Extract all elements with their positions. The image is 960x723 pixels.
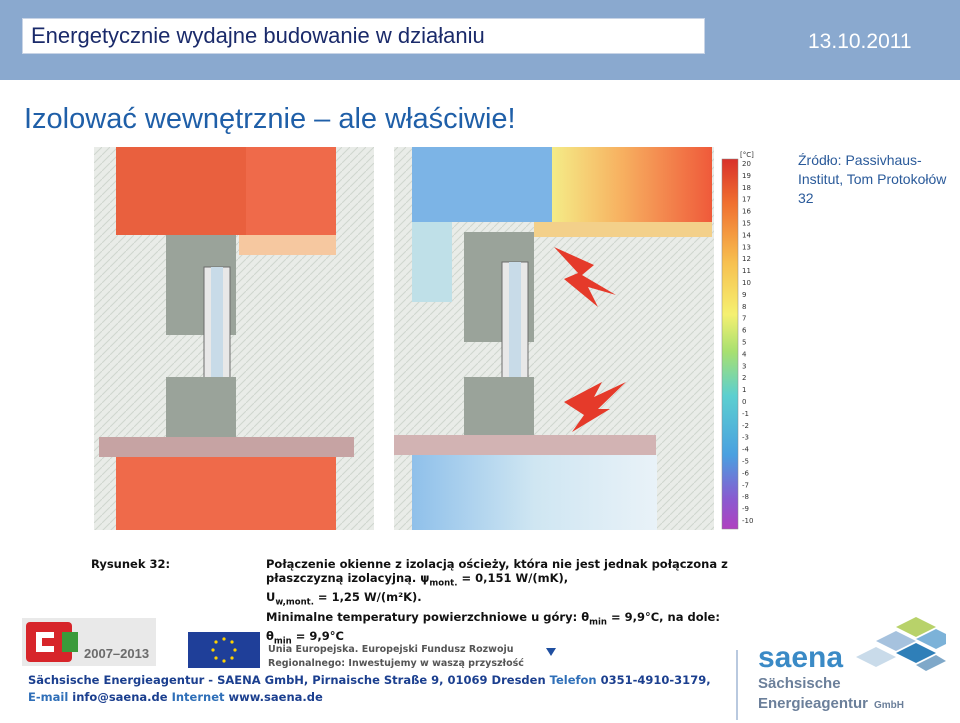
email-link[interactable]: info@saena.de <box>72 690 168 704</box>
scale-tick-label: -1 <box>742 409 749 418</box>
saena-word: saena <box>758 641 844 674</box>
scale-unit: [°C] <box>740 151 754 159</box>
scale-tick-label: 19 <box>742 171 751 180</box>
scale-tick-label: 20 <box>742 160 751 168</box>
scale-tick-label: -9 <box>742 505 749 514</box>
presentation-date: 13.10.2011 <box>808 30 912 53</box>
scale-tick-label: 7 <box>742 314 747 323</box>
caption-label: Rysunek 32: <box>91 557 171 571</box>
saena-line2: Energieagentur <box>758 695 869 712</box>
eu-line1: Unia Europejska. Europejski Fundusz Rozwoju <box>268 644 514 655</box>
eu-funding-text <box>268 643 524 671</box>
divider <box>736 650 738 720</box>
u-value: = 1,25 W/(m²K). <box>313 590 422 605</box>
scale-tick-label: -8 <box>742 493 749 502</box>
program-logo <box>22 618 156 666</box>
scale-tick-label: -5 <box>742 457 749 466</box>
caption-text <box>266 557 766 648</box>
caption-line3: Minimalne temperatury powierzchniowe u góry: <box>266 609 578 624</box>
scale-tick-label: 10 <box>742 279 751 287</box>
u-symbol: U <box>266 590 276 605</box>
scale-tick-label: 8 <box>742 302 747 311</box>
psi-sub: mont. <box>429 578 458 589</box>
eu-flag-icon <box>188 632 260 668</box>
slide-heading: Izolować wewnętrznie – ale właściwie! <box>24 103 516 135</box>
email-label: E-mail <box>28 690 69 704</box>
source-note: Źródło: Passivhaus-Institut, Tom Protokołów 32 <box>798 152 947 206</box>
scale-tick-label: 5 <box>742 338 747 347</box>
saena-line1: Sächsische <box>758 675 841 692</box>
eu-line2: Regionalnego: Inwestujemy w waszą przyszłość <box>268 658 524 669</box>
theta-sub-top: min <box>589 616 607 627</box>
internet-label: Internet <box>171 690 225 704</box>
scale-tick-label: 4 <box>742 350 747 359</box>
scale-tick-label: -7 <box>742 481 749 490</box>
footer-contact <box>28 672 711 706</box>
scale-tick-label: 3 <box>742 362 747 371</box>
scale-tick-label: 16 <box>742 207 751 216</box>
phone-label: Telefon <box>549 673 597 687</box>
psi-value: = 0,151 W/(mK), <box>457 571 569 585</box>
scale-tick-label: 15 <box>742 219 751 228</box>
scale-tick-label: 13 <box>742 243 751 252</box>
scale-tick-label: 11 <box>742 267 751 276</box>
scale-tick-label: 17 <box>742 195 751 204</box>
theta-top-value: = 9,9°C, na dole: <box>606 609 720 624</box>
footer-address: Sächsische Energieagentur - SAENA GmbH, Pirnaische Straße 9, 01069 Dresden <box>28 673 546 687</box>
scale-tick-label: 0 <box>742 398 747 406</box>
psi-symbol: ψ <box>420 571 430 585</box>
u-sub: w,mont. <box>275 597 314 608</box>
theta-symbol-bottom: θ <box>266 628 274 643</box>
scale-tick-label: 2 <box>742 374 747 383</box>
presentation-title: Energetycznie wydajne budowanie w działaniu <box>22 18 705 54</box>
theta-sub-bottom: min <box>273 636 292 647</box>
temperature-scale <box>742 160 753 525</box>
saena-gmbh: GmbH <box>874 700 904 711</box>
scale-tick-label: -3 <box>742 433 749 442</box>
caption-line1: Połączenie okienne z izolacją ościeży, która nie jest jednak połączona z płaszczyzną izolacyjną. <box>266 557 728 585</box>
website-link[interactable]: www.saena.de <box>228 690 323 704</box>
scale-tick-label: 9 <box>742 290 747 299</box>
thermal-figure <box>94 147 760 530</box>
theta-bottom-value: = 9,9°C <box>291 628 344 643</box>
scale-tick-label: 1 <box>742 386 747 395</box>
scale-tick-label: 18 <box>742 183 751 192</box>
scale-tick-label: 12 <box>742 255 751 264</box>
scale-tick-label: -10 <box>742 517 754 525</box>
scale-tick-label: 14 <box>742 231 751 240</box>
scale-tick-label: -4 <box>742 445 749 454</box>
saena-logo <box>746 612 946 717</box>
phone-number: 0351-4910-3179, <box>600 673 711 687</box>
arrow-down-icon <box>546 648 556 656</box>
scale-tick-label: -2 <box>742 421 749 430</box>
program-years: 2007–2013 <box>84 646 150 661</box>
theta-symbol-top: θ <box>581 609 590 624</box>
scale-tick-label: -6 <box>742 469 749 478</box>
scale-tick-label: 6 <box>742 326 747 335</box>
